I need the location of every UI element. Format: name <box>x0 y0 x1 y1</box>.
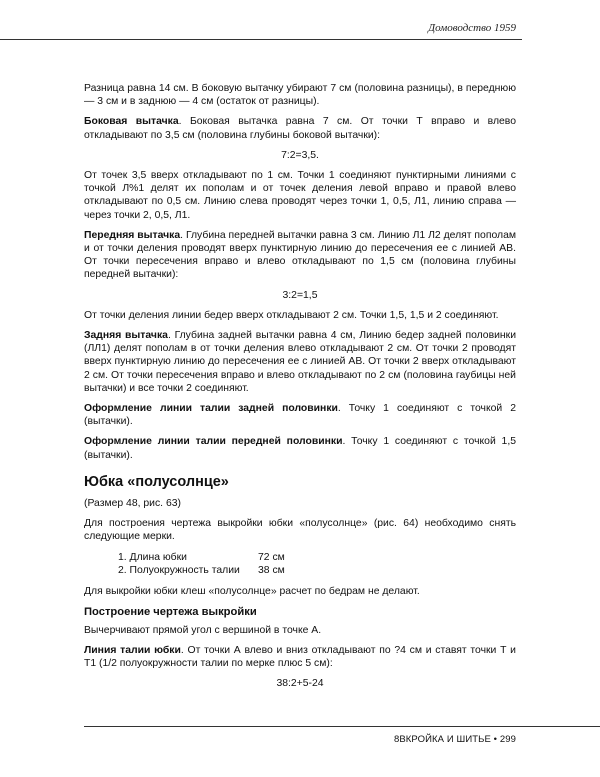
paragraph-waist-line <box>84 644 516 670</box>
text-front-dart: . Глубина передней вытачки равна 3 см. Линию Л1 Л2 делят пополам и от точки деления проводят вверх пунктирную линию до пересечения ее с линией АВ. От точки пересечения вправо и влево откладывают по 1,5 см (половина глубины передней вытачки): <box>84 229 516 281</box>
footer-page-info: 8ВКРОЙКА И ШИТЬЕ • 299 <box>393 734 516 745</box>
footer-rule <box>84 726 600 727</box>
measure-item <box>118 551 516 564</box>
paragraph-points: От точек 3,5 вверх откладывают по 1 см. Точки 1 соединяют пунктирными линиями с точкой Л%1 делят их пополам и от точек деления левой вправо и правой влево откладывают по 0,5 см. Линию слева проводят через точки 1, 0,5, Л1, линию справа — через точки 2, 0,5, Л1. <box>84 170 516 221</box>
section-size: (Размер 48, рис. 63) <box>84 498 181 510</box>
text-side-dart: . Боковая вытачка равна 7 см. От точки Т вправо и влево откладывают по 3,5 см (половина глубины боковой вытачки): <box>84 116 516 141</box>
text-front-waist: . Точку 1 соединяют с точкой 1,5 (вытачки). <box>84 436 516 461</box>
text-back-waist: . Точку 1 соединяют с точкой 2 (вытачки). <box>84 403 516 428</box>
header-rule <box>0 39 522 40</box>
paragraph-front-dart <box>84 229 516 282</box>
section-intro: Для построения чертежа выкройки юбки «полусолнце» (рис. 64) необходимо снять следующие мерки. <box>84 518 516 543</box>
measure-value: 72 см <box>258 551 285 563</box>
page-body <box>84 82 516 697</box>
page-footer <box>0 726 600 756</box>
formula-side-dart: 7:2=3,5. <box>281 149 319 161</box>
text-waist-line: . От точки А влево и вниз откладывают по ?4 см и ставят точки Т и Т1 (1/2 полуокружности талии по мерке плюс 5 см): <box>84 644 516 669</box>
measure-value: 38 см <box>258 564 285 576</box>
paragraph-side-dart <box>84 115 516 141</box>
subsection-title: Построение чертежа выкройки <box>84 606 257 619</box>
term-waist-line: Линия талии юбки <box>84 644 181 656</box>
text-back-dart: . Глубина задней вытачки равна 4 см, Линию бедер задней половинки (ЛЛ1) делят пополам в от точки деления влево откладывают 2 см. От точки 2 проводят вверх пунктирную линию до пересечения ее с линией АВ. От точки 2 вверх откладывают 2 см. От точки пересечения вправо и влево откладывают по 2 см (половина гаубицы ней вытачки) и все точки 2 соединяют. <box>84 330 516 394</box>
section-title: Юбка «полусолнце» <box>84 473 229 490</box>
term-side-dart: Боковая вытачка <box>84 116 179 128</box>
running-header-title: Домоводство 1959 <box>428 22 516 34</box>
term-back-dart: Задняя вытачка <box>84 330 168 342</box>
measure-label: 2. Полуокружность талии <box>118 564 240 576</box>
paragraph-right-angle: Вычерчивают прямой угол с вершиной в точке А. <box>84 624 322 636</box>
formula-front-dart: 3:2=1,5 <box>282 289 318 301</box>
formula-waist-line: 38:2+5-24 <box>276 678 324 690</box>
measure-item <box>118 564 516 577</box>
page-header <box>0 0 600 40</box>
paragraph-difference: Разница равна 14 см. В боковую вытачку убирают 7 см (половина разницы), в переднюю — 3 см и в заднюю — 4 см (остаток от разницы). <box>84 83 516 108</box>
paragraph-back-dart <box>84 329 516 395</box>
section-note: Для выкройки юбки клеш «полусолнце» расчет по бедрам не делают. <box>84 586 420 598</box>
measure-label: 1. Длина юбки <box>118 551 187 563</box>
measures-list <box>118 551 516 577</box>
term-front-waist: Оформление линии талии передней половинки <box>84 436 343 448</box>
term-back-waist: Оформление линии талии задней половинки <box>84 403 338 415</box>
paragraph-hip-line: От точки деления линии бедер вверх откладывают 2 см. Точки 1,5, 1,5 и 2 соединяют. <box>84 309 499 321</box>
paragraph-back-waist <box>84 402 516 428</box>
paragraph-front-waist <box>84 435 516 461</box>
term-front-dart: Передняя вытачка <box>84 229 181 241</box>
